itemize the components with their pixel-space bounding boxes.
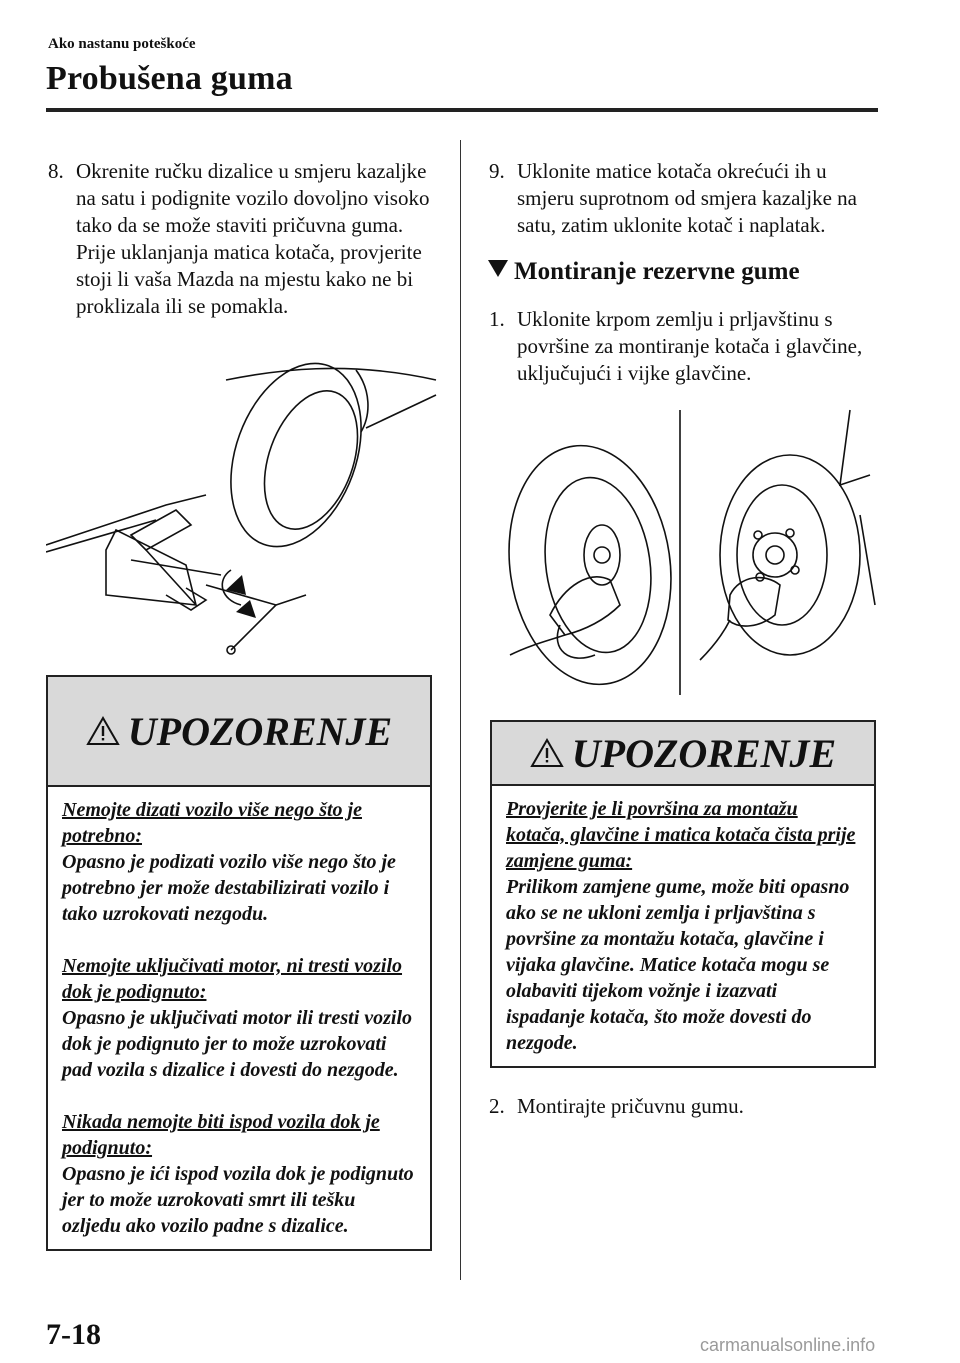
warning-item — [62, 953, 416, 1083]
title-rule — [46, 108, 878, 112]
step-9 — [489, 158, 889, 239]
cleaning-hub-illustration — [490, 405, 880, 695]
step-number: 2. — [489, 1094, 505, 1118]
step-8 — [48, 158, 448, 320]
watermark: carmanualsonline.info — [700, 1335, 876, 1355]
page-number: 7-18 — [46, 1318, 101, 1351]
step-text: Montirajte pričuvnu gumu. — [517, 1094, 744, 1118]
warning-text: Opasno je ići ispod vozila dok je podignuto jer to može uzrokovati smrt ili tešku ozljedu ako vozilo padne s dizalice. — [62, 1163, 414, 1237]
step-text: Uklonite matice kotača okrećući ih u smjeru suprotnom od smjera kazaljke na satu, zatim uklonite kotač i naplatak. — [517, 159, 857, 237]
step-number: 8. — [48, 159, 64, 183]
warning-triangle-icon — [530, 738, 564, 768]
step-number: 9. — [489, 159, 505, 183]
warning-body — [492, 786, 874, 1066]
warning-text: Opasno je uključivati motor ili tresti vozilo dok je podignuto jer to može uzrokovati pad vozila s dizalice i dovesti do nezgode. — [62, 1007, 413, 1081]
warning-body — [48, 787, 430, 1249]
page-title: Probušena guma — [46, 60, 293, 97]
subheading — [488, 258, 800, 286]
warning-label: UPOZORENJE — [127, 708, 393, 754]
warning-heading: Nikada nemojte biti ispod vozila dok je podignuto: — [62, 1111, 380, 1159]
warning-heading: Provjerite je li površina za montažu kotača, glavčine i matica kotača čista prije zamjene guma: — [506, 798, 856, 872]
jack-lifting-illustration — [46, 360, 446, 660]
triangle-bullet-icon — [488, 260, 508, 277]
column-divider — [460, 140, 461, 1280]
section-label: Ako nastanu poteškoće — [48, 36, 196, 52]
warning-item — [62, 797, 416, 927]
warning-heading: Nemojte uključivati motor, ni tresti vozilo dok je podignuto: — [62, 955, 403, 1003]
warning-text: Opasno je podizati vozilo više nego što je potrebno jer može destabilizirati vozilo i tako uzrokovati nezgodu. — [62, 851, 396, 925]
subheading-text: Montiranje rezervne gume — [514, 258, 800, 285]
warning-label: UPOZORENJE — [571, 730, 837, 776]
warning-item — [506, 796, 860, 1056]
warning-heading: Nemojte dizati vozilo više nego što je potrebno: — [62, 799, 362, 847]
step-1 — [489, 306, 889, 387]
step-text: Uklonite krpom zemlju i prljavštinu s površine za montiranje kotača i glavčine, uključujući i vijke glavčine. — [517, 307, 863, 385]
step-text: Okrenite ručku dizalice u smjeru kazaljke na satu i podignite vozilo dovoljno visoko tako da se može staviti pričuvna guma. Prije uklanjanja matica kotača, provjerite stoji li vaša Mazda na mjestu kako ne bi proklizala ili se pomakla. — [76, 159, 430, 318]
warning-header — [492, 722, 874, 786]
step-2 — [489, 1093, 889, 1120]
warning-header — [48, 677, 430, 787]
warning-text: Prilikom zamjene gume, može biti opasno ako se ne ukloni zemlja i prljavština s površine za montažu kotača, glavčine i vijaka glavčine. Matice kotača mogu se olabaviti tijekom vožnje i izazvati ispadanje kotača, što može dovesti do nezgode. — [506, 876, 850, 1054]
step-number: 1. — [489, 307, 505, 331]
warning-item — [62, 1109, 416, 1239]
warning-box-cleaning — [490, 720, 876, 1068]
warning-box-lifting — [46, 675, 432, 1251]
warning-triangle-icon — [86, 716, 120, 746]
